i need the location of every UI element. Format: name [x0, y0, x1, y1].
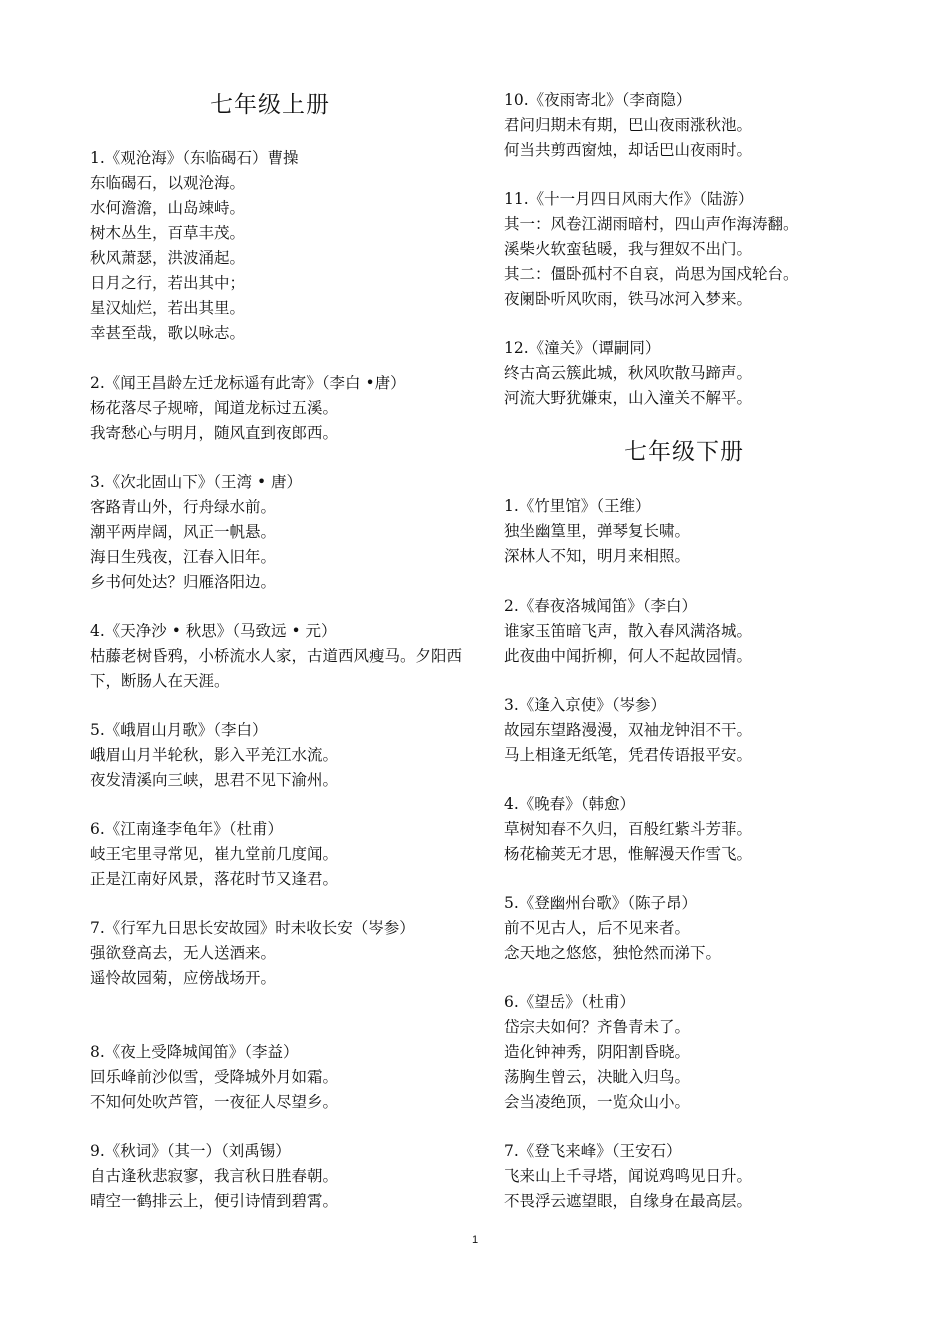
- poem-2: [90, 371, 480, 446]
- poem-line: 其二：僵卧孤村不自哀，尚思为国戍轮台。: [504, 265, 799, 283]
- poem-line: 岐王宅里寻常见，崔九堂前几度闻。: [90, 845, 339, 863]
- poem-line: 溪柴火软蛮毡暖，我与狸奴不出门。: [504, 240, 753, 258]
- poem-title: 7.《行军九日思长安故园》时未收长安（岑参）: [90, 919, 415, 937]
- poem-title: 2.《闻王昌龄左迁龙标遥有此寄》（李白 •唐）: [90, 374, 406, 392]
- poem-9: [90, 1139, 480, 1214]
- poem-line: 谁家玉笛暗飞声，散入春风满洛城。: [504, 622, 753, 640]
- poem-lower-3: [504, 693, 904, 768]
- poem-line: 杨花榆荚无才思，惟解漫天作雪飞。: [504, 845, 753, 863]
- poem-line: 自古逢秋悲寂寥，我言秋日胜春朝。: [90, 1167, 339, 1185]
- poem-line: 秋风萧瑟，洪波涌起。: [90, 249, 246, 267]
- poem-line: 幸甚至哉，歌以咏志。: [90, 324, 246, 342]
- poem-line: 不知何处吹芦管，一夜征人尽望乡。: [90, 1093, 339, 1111]
- poem-line: 我寄愁心与明月，随风直到夜郎西。: [90, 424, 339, 442]
- poem-line: 岱宗夫如何？齐鲁青未了。: [504, 1018, 691, 1036]
- page-number: 1: [471, 1234, 479, 1246]
- poem-8: [90, 1040, 480, 1115]
- poem-line: 深林人不知，明月来相照。: [504, 547, 691, 565]
- poem-title: 5.《登幽州台歌》（陈子昂）: [504, 894, 698, 912]
- poem-10: [504, 88, 904, 163]
- poem-line: 造化钟神秀，阴阳割昏晓。: [504, 1043, 691, 1061]
- poem-title: 10.《夜雨寄北》（李商隐）: [504, 91, 692, 109]
- poem-lower-2: [504, 594, 904, 669]
- poem-line: 强欲登高去，无人送酒来。: [90, 944, 277, 962]
- poem-line: 何当共剪西窗烛，却话巴山夜雨时。: [504, 141, 753, 159]
- poem-title: 2.《春夜洛城闻笛》（李白）: [504, 597, 698, 615]
- poem-line: 正是江南好风景，落花时节又逢君。: [90, 870, 339, 888]
- poem-line: 念天地之悠悠，独怆然而涕下。: [504, 944, 722, 962]
- poem-line: 峨眉山月半轮秋，影入平羌江水流。: [90, 746, 339, 764]
- poem-line: 潮平两岸阔，风正一帆悬。: [90, 523, 277, 541]
- poem-line: 前不见古人，后不见来者。: [504, 919, 691, 937]
- poem-7: [90, 916, 480, 991]
- poem-lower-4: [504, 792, 904, 867]
- poem-line: 水何澹澹，山岛竦峙。: [90, 199, 246, 217]
- poem-5: [90, 718, 480, 793]
- poem-title: 1.《竹里馆》（王维）: [504, 497, 651, 515]
- poem-title: 1.《观沧海》（东临碣石）曹操: [90, 149, 299, 167]
- poem-line: 晴空一鹤排云上，便引诗情到碧霄。: [90, 1192, 339, 1210]
- section-heading-upper: 七年级上册: [210, 92, 330, 118]
- poem-line: 夜发清溪向三峡，思君不见下渝州。: [90, 771, 339, 789]
- poem-title: 7.《登飞来峰》（王安石）: [504, 1142, 682, 1160]
- poem-line: 草树知春不久归，百般红紫斗芳菲。: [504, 820, 753, 838]
- poem-line: 乡书何处达？归雁洛阳边。: [90, 573, 277, 591]
- poem-title: 3.《次北固山下》（王湾 • 唐）: [90, 473, 303, 491]
- poem-line: 会当凌绝顶，一览众山小。: [504, 1093, 691, 1111]
- poem-line: 夜阑卧听风吹雨，铁马冰河入梦来。: [504, 290, 753, 308]
- poem-title: 4.《天净沙 • 秋思》（马致远 • 元）: [90, 622, 337, 640]
- poem-line: 枯藤老树昏鸦，小桥流水人家，古道西风瘦马。夕阳西下，断肠人在天涯。: [90, 647, 463, 690]
- poem-title: 9.《秋词》（其一）（刘禹锡）: [90, 1142, 291, 1160]
- poem-line: 君问归期未有期，巴山夜雨涨秋池。: [504, 116, 753, 134]
- poem-line: 其一：风卷江湖雨暗村，四山声作海涛翻。: [504, 215, 799, 233]
- poem-title: 12.《潼关》（谭嗣同）: [504, 339, 661, 357]
- poem-line: 此夜曲中闻折柳，何人不起故园情。: [504, 647, 753, 665]
- poem-line: 荡胸生曾云，决眦入归鸟。: [504, 1068, 691, 1086]
- poem-1: [90, 146, 480, 346]
- poem-line: 独坐幽篁里，弹琴复长啸。: [504, 522, 691, 540]
- poem-title: 11.《十一月四日风雨大作》（陆游）: [504, 190, 754, 208]
- poem-line: 东临碣石，以观沧海。: [90, 174, 246, 192]
- poem-title: 5.《峨眉山月歌》（李白）: [90, 721, 268, 739]
- poem-line: 日月之行，若出其中；: [90, 274, 246, 292]
- poem-line: 飞来山上千寻塔，闻说鸡鸣见日升。: [504, 1167, 753, 1185]
- poem-lower-6: [504, 990, 904, 1115]
- poem-line: 遥怜故园菊，应傍战场开。: [90, 969, 277, 987]
- poem-line: 不畏浮云遮望眼，自缘身在最高层。: [504, 1192, 753, 1210]
- poem-line: 河流大野犹嫌束，山入潼关不解平。: [504, 389, 753, 407]
- poem-3: [90, 470, 480, 595]
- poem-line: 终古高云簇此城，秋风吹散马蹄声。: [504, 364, 753, 382]
- poem-line: 树木丛生，百草丰茂。: [90, 224, 246, 242]
- poem-lower-1: [504, 494, 904, 569]
- poem-line: 客路青山外，行舟绿水前。: [90, 498, 277, 516]
- poem-4: [90, 619, 480, 694]
- poem-title: 4.《晚春》（韩愈）: [504, 795, 636, 813]
- poem-title: 3.《逢入京使》（岑参）: [504, 696, 667, 714]
- poem-6: [90, 817, 480, 892]
- poem-lower-5: [504, 891, 904, 966]
- poem-12: [504, 336, 904, 411]
- poem-line: 海日生残夜，江春入旧年。: [90, 548, 277, 566]
- section-heading-lower: 七年级下册: [624, 439, 744, 465]
- poem-line: 故园东望路漫漫，双袖龙钟泪不干。: [504, 721, 753, 739]
- poem-line: 马上相逢无纸笔，凭君传语报平安。: [504, 746, 753, 764]
- poem-lower-7: [504, 1139, 904, 1214]
- poem-line: 杨花落尽子规啼，闻道龙标过五溪。: [90, 399, 339, 417]
- poem-title: 6.《江南逢李龟年》（杜甫）: [90, 820, 284, 838]
- poem-line: 回乐峰前沙似雪，受降城外月如霜。: [90, 1068, 339, 1086]
- poem-11: [504, 187, 904, 312]
- poem-title: 8.《夜上受降城闻笛》（李益）: [90, 1043, 299, 1061]
- poem-line: 星汉灿烂，若出其里。: [90, 299, 246, 317]
- poem-title: 6.《望岳》（杜甫）: [504, 993, 636, 1011]
